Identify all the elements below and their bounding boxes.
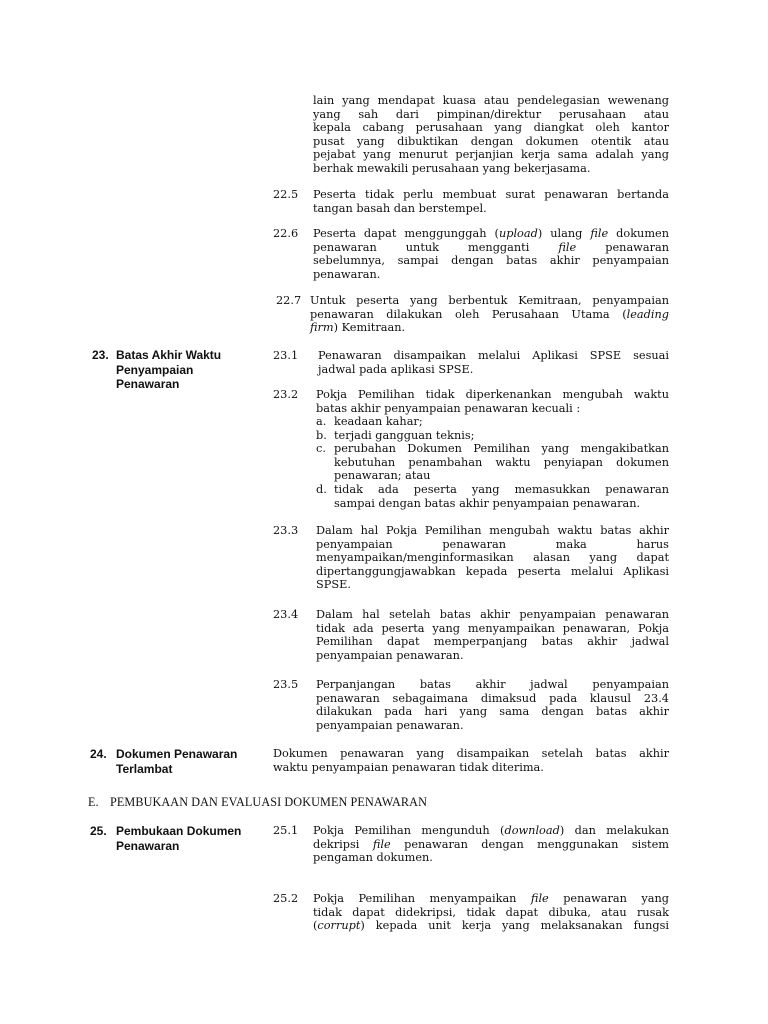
text-line: waktu penyampaian penawaran tidak diterima. bbox=[273, 760, 544, 774]
text-line: berhak mewakili perusahaan yang bekerjasama. bbox=[313, 161, 591, 175]
text-line: tangan basah dan berstempel. bbox=[313, 201, 487, 215]
text-span: penawaran untuk mengganti bbox=[313, 240, 559, 254]
clause-23-5-text bbox=[316, 678, 669, 732]
clause-number-23-5: 23.5 bbox=[273, 678, 299, 691]
clause-number-22-7: 22.7 bbox=[276, 294, 302, 307]
text-line: tidak dapat didekripsi, tidak dapat dibuka, atau rusak bbox=[313, 905, 669, 919]
clause-25-2-text bbox=[313, 892, 669, 933]
text-span: ) dan melakukan bbox=[559, 824, 669, 837]
italic-term: download bbox=[504, 824, 560, 837]
text-line: Untuk peserta yang berbentuk Kemitraan, penyampaian bbox=[310, 294, 669, 307]
clause-number-23-3: 23.3 bbox=[273, 524, 299, 537]
text-span: penawaran bbox=[576, 240, 669, 254]
italic-term: file bbox=[558, 240, 577, 254]
text-line: penyampaian penawaran. bbox=[316, 718, 464, 732]
clause-23-2-text bbox=[316, 388, 669, 415]
clause-23-3-text bbox=[316, 524, 669, 592]
text-line: Pokja Pemilihan tidak diperkenankan mengubah waktu bbox=[316, 388, 669, 401]
clause-22-6-text bbox=[313, 227, 669, 281]
list-marker: b. bbox=[316, 428, 327, 442]
text-line: Peserta tidak perlu membuat surat penawaran bertanda bbox=[313, 188, 669, 201]
text-line bbox=[313, 824, 669, 838]
text-line bbox=[310, 321, 669, 335]
italic-term: upload bbox=[498, 227, 538, 240]
text-line: kebutuhan penambahan waktu penyiapan dokumen bbox=[334, 455, 669, 469]
section-title-24 bbox=[116, 747, 266, 776]
list-item bbox=[316, 429, 669, 443]
text-line: dipertanggungjawabkan kepada peserta melalui Aplikasi bbox=[316, 564, 669, 578]
list-item bbox=[316, 442, 669, 483]
text-span: Peserta dapat menggunggah ( bbox=[313, 227, 499, 240]
text-line bbox=[313, 838, 669, 852]
section-number-23: 23. bbox=[92, 348, 109, 362]
text-span: Pokja Pemilihan menyampaikan bbox=[313, 892, 531, 905]
text-line: lain yang mendapat kuasa atau pendelegasian wewenang bbox=[313, 94, 669, 107]
title-line: Penyampaian bbox=[116, 362, 194, 377]
list-item-text bbox=[334, 483, 669, 510]
text-line: penawaran. bbox=[313, 267, 381, 281]
text-span: ) Kemitraan. bbox=[333, 321, 406, 335]
clause-22-5-text bbox=[313, 188, 669, 215]
text-line: Dalam hal Pokja Pemilihan mengubah waktu batas akhir bbox=[316, 524, 669, 537]
text-line: penawaran sebagaimana dimaksud pada klausul 23.4 bbox=[316, 691, 669, 705]
italic-term: corrupt bbox=[317, 919, 361, 933]
title-line: Penawaran bbox=[116, 377, 180, 391]
text-span: dekripsi bbox=[313, 837, 373, 851]
italic-term: file bbox=[372, 837, 391, 851]
list-item bbox=[316, 483, 669, 510]
text-line: dilakukan pada hari yang sama dengan batas akhir bbox=[316, 705, 669, 719]
text-line: keadaan kahar; bbox=[334, 415, 423, 428]
section-e-title: PEMBUKAAN DAN EVALUASI DOKUMEN PENAWARAN bbox=[110, 795, 427, 809]
clause-number-23-2: 23.2 bbox=[273, 388, 299, 401]
text-line: terjadi gangguan teknis; bbox=[334, 428, 475, 442]
text-span: penawaran dilakukan oleh Perusahaan Utama ( bbox=[310, 307, 627, 321]
section-title-23 bbox=[116, 348, 266, 392]
italic-term: leading bbox=[626, 307, 669, 321]
list-item-text bbox=[334, 442, 669, 483]
text-line: penyampaian penawaran. bbox=[316, 648, 464, 662]
text-line: batas akhir penyampaian penawaran kecuali : bbox=[316, 401, 581, 415]
text-line: menyampaikan/menginformasikan alasan yang dapat bbox=[316, 551, 669, 565]
section-letter-e: E. bbox=[88, 795, 99, 809]
text-line: sampai dengan batas akhir penyampaian penawaran. bbox=[334, 496, 641, 510]
text-span: ) ulang bbox=[537, 227, 591, 240]
text-line: kepala cabang perusahaan yang diangkat oleh kantor bbox=[313, 121, 669, 135]
text-line: Dokumen penawaran yang disampaikan setelah batas akhir bbox=[273, 747, 669, 760]
title-line: Dokumen Penawaran bbox=[116, 747, 238, 761]
clause-number-23-1: 23.1 bbox=[273, 349, 299, 362]
clause-number-23-4: 23.4 bbox=[273, 608, 299, 621]
clause-23-1-text bbox=[318, 349, 669, 376]
clause-number-22-5: 22.5 bbox=[273, 188, 299, 201]
text-line: penawaran; atau bbox=[334, 469, 431, 483]
section-number-25: 25. bbox=[90, 824, 107, 838]
text-line: Dalam hal setelah batas akhir penyampaian penawaran bbox=[316, 608, 669, 621]
section-number-24: 24. bbox=[90, 747, 107, 761]
clause-number-22-6: 22.6 bbox=[273, 227, 299, 240]
text-line: sebelumnya, sampai dengan batas akhir penyampaian bbox=[313, 254, 669, 268]
text-line: tidak ada peserta yang menyampaikan penawaran, Pokja bbox=[316, 621, 669, 635]
list-marker: a. bbox=[316, 415, 327, 428]
clause-25-1-text bbox=[313, 824, 669, 865]
clause-23-2-list bbox=[316, 415, 669, 510]
italic-term: file bbox=[530, 892, 549, 905]
text-line: Pemilihan dapat memperpanjang batas akhir jadwal bbox=[316, 635, 669, 649]
text-line bbox=[310, 308, 669, 322]
text-line: pengaman dokumen. bbox=[313, 851, 433, 865]
text-line: perubahan Dokumen Pemilihan yang mengakibatkan bbox=[334, 442, 669, 456]
section-24-text bbox=[273, 747, 669, 774]
text-span: Pokja Pemilihan mengunduh ( bbox=[313, 824, 505, 837]
text-span: ( bbox=[313, 919, 318, 933]
text-line: yang sah dari pimpinan/direktur perusahaan atau bbox=[313, 107, 669, 121]
title-line: Batas Akhir Waktu bbox=[116, 348, 222, 362]
title-line: Terlambat bbox=[116, 761, 173, 776]
text-line: penyampaian penawaran maka harus bbox=[316, 537, 669, 551]
text-line: tidak ada peserta yang memasukkan penawaran bbox=[334, 482, 669, 496]
text-span: penawaran yang bbox=[548, 892, 669, 905]
section-title-25 bbox=[116, 824, 266, 853]
italic-term: firm bbox=[310, 321, 334, 335]
intro-paragraph bbox=[313, 94, 669, 176]
text-line bbox=[313, 227, 669, 241]
title-line: Penawaran bbox=[116, 838, 180, 853]
clause-number-25-1: 25.1 bbox=[273, 824, 299, 837]
list-item bbox=[316, 415, 669, 429]
text-line: SPSE. bbox=[316, 578, 351, 592]
text-line bbox=[313, 241, 669, 255]
text-line bbox=[313, 892, 669, 906]
text-span: dokumen bbox=[608, 227, 669, 240]
clause-22-7-text bbox=[310, 294, 669, 335]
title-line: Pembukaan Dokumen bbox=[116, 824, 242, 838]
list-marker: c. bbox=[316, 442, 326, 456]
text-span: ) kepada unit kerja yang melaksanakan fungsi bbox=[360, 919, 669, 933]
italic-term: file bbox=[590, 227, 609, 240]
clause-number-25-2: 25.2 bbox=[273, 892, 299, 905]
text-line: jadwal pada aplikasi SPSE. bbox=[318, 362, 474, 376]
text-line: Perpanjangan batas akhir jadwal penyampaian bbox=[316, 678, 669, 691]
text-line: pusat yang dibuktikan dengan dokumen otentik atau bbox=[313, 134, 669, 148]
text-line: pejabat yang menurut perjanjian kerja sama adalah yang bbox=[313, 148, 669, 162]
list-marker: d. bbox=[316, 482, 327, 496]
text-line: Penawaran disampaikan melalui Aplikasi SPSE sesuai bbox=[318, 349, 669, 362]
text-line bbox=[313, 919, 669, 933]
clause-23-4-text bbox=[316, 608, 669, 662]
text-span: penawaran dengan menggunakan sistem bbox=[390, 837, 669, 851]
